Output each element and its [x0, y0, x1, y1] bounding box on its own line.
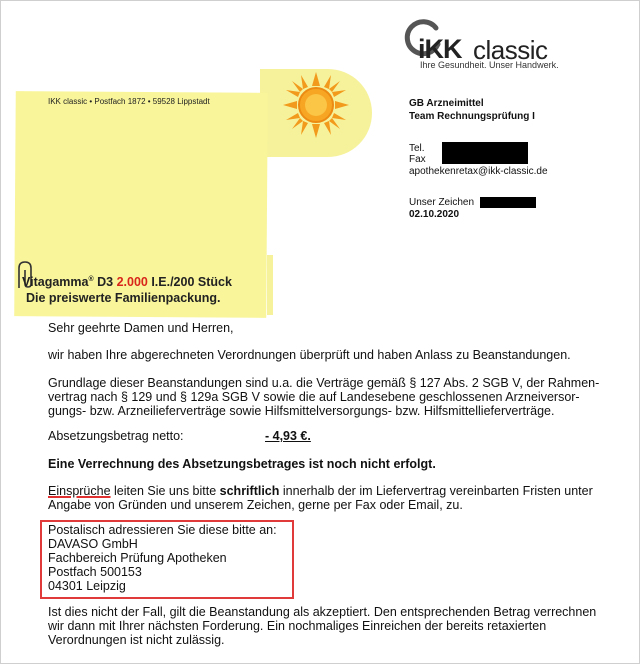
objection-mid: leiten Sie uns bitte [110, 484, 220, 498]
objection-line-1 [48, 484, 593, 499]
letter-date: 02.10.2020 [409, 209, 460, 220]
promo-registered-mark: ® [88, 275, 94, 283]
address-po-box: Postfach 500153 [48, 565, 142, 579]
promo-brand: Vitagamma [22, 275, 89, 289]
redacted-phone-fax [442, 142, 528, 164]
logo-mark: iKK [418, 34, 462, 64]
fax-label: Fax [409, 154, 426, 165]
sun-icon [281, 70, 351, 140]
closing-line-1: Ist dies nicht der Fall, gilt die Beanstandung als akzeptiert. Den entsprechenden Betrag verrechnen [48, 605, 597, 619]
address-company: DAVASO GmbH [48, 537, 138, 551]
address-city: 04301 Leipzig [48, 579, 126, 593]
paragraph-basis-line-2: vertrag nach § 129 und § 129a SGB V sowie die auf Landesebene geschlossenen Arzneiversor- [48, 390, 580, 404]
address-department: Fachbereich Prüfung Apotheken [48, 551, 227, 565]
objection-line-2: Angabe von Gründen und unserem Zeichen, gerne per Fax oder Email, zu. [48, 498, 463, 512]
redacted-reference [480, 197, 536, 208]
promo-product: D3 [93, 275, 117, 289]
paragraph-basis-line-3: gungs- bzw. Arzneilieferverträge sowie Hilfsmittelversorgungs- bzw. Hilfsmittellieferverträge. [48, 404, 555, 418]
promo-dose: 2.000 [116, 275, 148, 289]
objection-word: Einsprüche [48, 484, 111, 498]
objection-end: innerhalb der im Liefervertrag vereinbarten Fristen unter [279, 484, 593, 498]
closing-line-2: wir dann mit Ihrer nächsten Forderung. Ein nochmaliges Einreichen der bereits retaxierten [48, 619, 547, 633]
recipient-team: Team Rechnungsprüfung I [409, 111, 535, 122]
reference-label: Unser Zeichen [409, 197, 475, 208]
amount-label: Absetzungsbetrag netto: [48, 429, 184, 443]
promo-tagline: Die preiswerte Familienpackung. [26, 291, 221, 305]
settlement-notice: Eine Verrechnung des Absetzungsbetrages ist noch nicht erfolgt. [48, 457, 436, 471]
tel-label: Tel. [409, 143, 425, 154]
closing-line-3: Verordnungen ist nicht zulässig. [48, 633, 225, 647]
salutation: Sehr geehrte Damen und Herren, [48, 321, 234, 335]
sender-address-line: IKK classic • Postfach 1872 • 59528 Lippstadt [48, 97, 210, 106]
objection-bold: schriftlich [219, 484, 280, 498]
paragraph-basis-line-1: Grundlage dieser Beanstandungen sind u.a. die Verträge gemäß § 127 Abs. 2 SGB V, der Rahmen- [48, 376, 600, 390]
logo-tagline: Ihre Gesundheit. Unser Handwerk. [420, 60, 559, 70]
promo-rest: I.E./200 Stück [147, 275, 232, 289]
amount-value: - 4,93 €. [265, 429, 311, 443]
logo-word: classic [473, 35, 548, 65]
recipient-department: GB Arzneimittel [409, 98, 484, 109]
sticky-note-edge [267, 255, 273, 315]
address-intro: Postalisch adressieren Sie diese bitte an: [48, 523, 277, 537]
contact-email[interactable]: apothekenretax@ikk-classic.de [409, 166, 548, 177]
promo-product-line [22, 275, 232, 289]
paragraph-intro: wir haben Ihre abgerechneten Verordnungen überprüft und haben Anlass zu Beanstandungen. [48, 348, 571, 362]
ikk-logo [400, 14, 559, 74]
